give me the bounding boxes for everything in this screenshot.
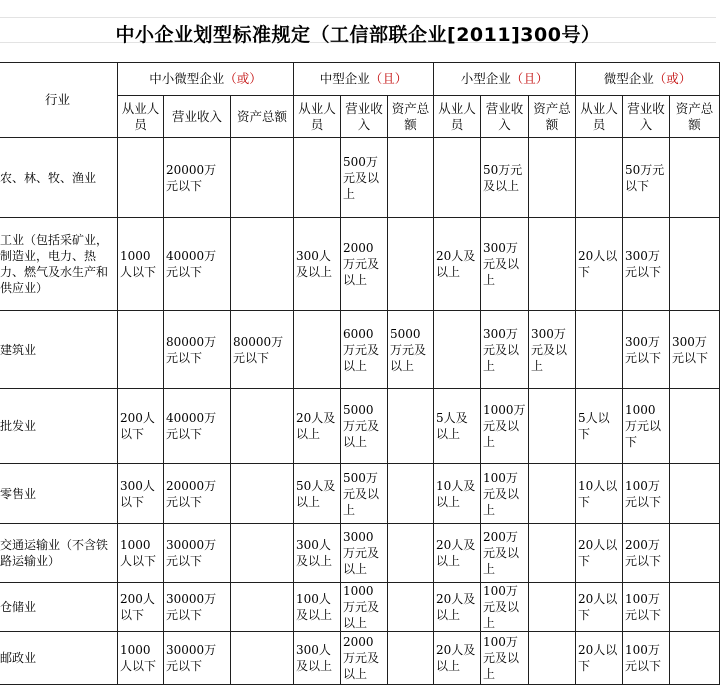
criteria-cell[interactable]: 80000万元以下 <box>231 311 294 389</box>
group-name: 微型企业 <box>603 71 654 86</box>
criteria-cell[interactable] <box>388 218 434 311</box>
criteria-cell[interactable] <box>670 632 720 685</box>
criteria-cell[interactable] <box>231 218 294 311</box>
industry-cell[interactable]: 批发业 <box>0 389 118 464</box>
criteria-cell[interactable]: 1000万元及以上 <box>341 583 388 632</box>
criteria-cell[interactable]: 20人及以上 <box>434 632 481 685</box>
criteria-cell[interactable]: 300万元及以上 <box>481 311 529 389</box>
criteria-cell[interactable] <box>294 311 341 389</box>
criteria-cell[interactable] <box>294 138 341 218</box>
metric-header-cell[interactable]: 营业收入 <box>341 96 388 138</box>
criteria-cell[interactable]: 30000万元以下 <box>164 524 231 583</box>
criteria-cell[interactable]: 200人以下 <box>118 389 164 464</box>
criteria-cell[interactable] <box>529 138 576 218</box>
criteria-cell[interactable]: 40000万元以下 <box>164 389 231 464</box>
group-header-micro[interactable] <box>576 63 720 96</box>
criteria-cell[interactable]: 1000万元及以上 <box>481 389 529 464</box>
group-logic: （或） <box>653 71 692 86</box>
industry-cell[interactable]: 零售业 <box>0 464 118 524</box>
criteria-cell[interactable]: 20人及以上 <box>434 583 481 632</box>
criteria-cell[interactable]: 100万元以下 <box>623 632 670 685</box>
criteria-cell[interactable]: 3000万元及以上 <box>341 524 388 583</box>
criteria-cell[interactable] <box>231 632 294 685</box>
criteria-cell[interactable]: 30000万元以下 <box>164 583 231 632</box>
table-row <box>0 138 720 218</box>
criteria-cell[interactable] <box>231 138 294 218</box>
criteria-cell[interactable]: 100万元以下 <box>623 464 670 524</box>
criteria-cell[interactable]: 5人以下 <box>576 389 623 464</box>
criteria-cell[interactable]: 1000人以下 <box>118 632 164 685</box>
criteria-cell[interactable]: 30000万元以下 <box>164 632 231 685</box>
classification-table <box>0 62 720 685</box>
criteria-cell[interactable] <box>388 632 434 685</box>
criteria-cell[interactable]: 80000万元以下 <box>164 311 231 389</box>
criteria-cell[interactable]: 5人及以上 <box>434 389 481 464</box>
criteria-cell[interactable]: 500万元及以上 <box>341 464 388 524</box>
criteria-cell[interactable] <box>670 138 720 218</box>
industry-cell[interactable]: 仓储业 <box>0 583 118 632</box>
criteria-cell[interactable] <box>388 138 434 218</box>
criteria-cell[interactable]: 5000万元及以上 <box>388 311 434 389</box>
criteria-cell[interactable]: 200人以下 <box>118 583 164 632</box>
table-row <box>0 632 720 685</box>
criteria-cell[interactable]: 1000人以下 <box>118 524 164 583</box>
criteria-cell[interactable] <box>670 524 720 583</box>
criteria-cell[interactable]: 100万元及以上 <box>481 632 529 685</box>
criteria-cell[interactable] <box>529 464 576 524</box>
criteria-cell[interactable] <box>231 389 294 464</box>
criteria-cell[interactable]: 300万元以下 <box>623 218 670 311</box>
criteria-cell[interactable]: 20人以下 <box>576 632 623 685</box>
criteria-cell[interactable] <box>576 311 623 389</box>
criteria-cell[interactable]: 300人以下 <box>118 464 164 524</box>
industry-cell[interactable]: 交通运输业（不含铁路运输业） <box>0 524 118 583</box>
group-logic: （且） <box>510 71 549 86</box>
criteria-cell[interactable] <box>118 311 164 389</box>
group-logic: （或） <box>224 71 262 86</box>
table-row <box>0 311 720 389</box>
criteria-cell[interactable] <box>231 464 294 524</box>
criteria-cell[interactable] <box>670 464 720 524</box>
criteria-cell[interactable]: 200万元以下 <box>623 524 670 583</box>
criteria-cell[interactable]: 200万元及以上 <box>481 524 529 583</box>
header-row-groups <box>0 63 720 96</box>
group-header-sme[interactable] <box>118 63 294 96</box>
criteria-cell[interactable] <box>434 311 481 389</box>
sheet-title[interactable]: 中小企业划型标准规定（工信部联企业[2011]300号） <box>115 24 601 46</box>
criteria-cell[interactable] <box>434 138 481 218</box>
industry-header-cell[interactable]: 行业 <box>0 63 118 138</box>
group-name: 中小微型企业 <box>149 71 225 86</box>
criteria-cell[interactable] <box>529 583 576 632</box>
criteria-cell[interactable] <box>388 583 434 632</box>
metric-header-cell[interactable]: 营业收入 <box>623 96 670 138</box>
metric-header-cell[interactable]: 从业人员 <box>118 96 164 138</box>
criteria-cell[interactable]: 500万元及以上 <box>341 138 388 218</box>
metric-header-cell[interactable]: 营业收入 <box>164 96 231 138</box>
table-row <box>0 524 720 583</box>
criteria-cell[interactable] <box>529 632 576 685</box>
criteria-cell[interactable] <box>576 138 623 218</box>
table-row <box>0 218 720 311</box>
group-header-small[interactable] <box>434 63 576 96</box>
criteria-cell[interactable]: 50人及以上 <box>294 464 341 524</box>
industry-cell[interactable]: 邮政业 <box>0 632 118 685</box>
criteria-cell[interactable]: 20人及以上 <box>434 524 481 583</box>
criteria-cell[interactable]: 20人以下 <box>576 583 623 632</box>
criteria-cell[interactable]: 40000万元以下 <box>164 218 231 311</box>
criteria-cell[interactable]: 100万元以下 <box>623 583 670 632</box>
criteria-cell[interactable] <box>529 218 576 311</box>
criteria-cell[interactable]: 300人及以上 <box>294 218 341 311</box>
criteria-cell[interactable] <box>529 524 576 583</box>
criteria-cell[interactable]: 50万元以下 <box>623 138 670 218</box>
criteria-cell[interactable]: 300人及以上 <box>294 632 341 685</box>
criteria-cell[interactable]: 100人及以上 <box>294 583 341 632</box>
criteria-cell[interactable]: 20人及以上 <box>294 389 341 464</box>
criteria-cell[interactable]: 300人及以上 <box>294 524 341 583</box>
criteria-cell[interactable]: 10人及以上 <box>434 464 481 524</box>
criteria-cell[interactable]: 10人以下 <box>576 464 623 524</box>
metric-header-cell[interactable]: 资产总额 <box>231 96 294 138</box>
criteria-cell[interactable]: 20000万元以下 <box>164 138 231 218</box>
industry-cell[interactable]: 工业（包括采矿业，制造业，电力、热力、燃气及水生产和供应业） <box>0 218 118 311</box>
criteria-cell[interactable] <box>529 389 576 464</box>
metric-header-cell[interactable]: 资产总额 <box>670 96 720 138</box>
criteria-cell[interactable] <box>388 464 434 524</box>
criteria-cell[interactable]: 2000万元及以上 <box>341 218 388 311</box>
metric-header-cell[interactable]: 从业人员 <box>434 96 481 138</box>
group-name: 小型企业 <box>460 71 511 86</box>
grid-line <box>0 17 716 18</box>
group-logic: （且） <box>369 71 408 86</box>
criteria-cell[interactable] <box>670 389 720 464</box>
criteria-cell[interactable]: 20人以下 <box>576 524 623 583</box>
criteria-cell[interactable] <box>388 524 434 583</box>
criteria-cell[interactable]: 20人以下 <box>576 218 623 311</box>
criteria-cell[interactable] <box>388 389 434 464</box>
criteria-cell[interactable]: 100万元及以上 <box>481 583 529 632</box>
criteria-cell[interactable] <box>231 583 294 632</box>
group-header-medium[interactable] <box>294 63 434 96</box>
criteria-cell[interactable]: 20人及以上 <box>434 218 481 311</box>
criteria-cell[interactable]: 5000万元及以上 <box>341 389 388 464</box>
industry-cell[interactable]: 建筑业 <box>0 311 118 389</box>
criteria-cell[interactable]: 1000人以下 <box>118 218 164 311</box>
metric-header-cell[interactable]: 从业人员 <box>576 96 623 138</box>
criteria-cell[interactable]: 20000万元以下 <box>164 464 231 524</box>
title-band <box>0 0 716 63</box>
metric-header-cell[interactable]: 营业收入 <box>481 96 529 138</box>
group-name: 中型企业 <box>319 71 370 86</box>
criteria-cell[interactable]: 100万元及以上 <box>481 464 529 524</box>
criteria-cell[interactable]: 300万元及以上 <box>481 218 529 311</box>
criteria-cell[interactable] <box>670 583 720 632</box>
criteria-cell[interactable]: 300万元以下 <box>623 311 670 389</box>
criteria-cell[interactable]: 300万元及以上 <box>529 311 576 389</box>
table-row <box>0 583 720 632</box>
criteria-cell[interactable]: 1000万元以下 <box>623 389 670 464</box>
metric-header-cell[interactable]: 资产总额 <box>388 96 434 138</box>
criteria-cell[interactable]: 50万元及以上 <box>481 138 529 218</box>
table-row <box>0 389 720 464</box>
criteria-cell[interactable]: 2000万元及以上 <box>341 632 388 685</box>
metric-header-cell[interactable]: 资产总额 <box>529 96 576 138</box>
table-row <box>0 464 720 524</box>
criteria-cell[interactable]: 300万元以下 <box>670 311 720 389</box>
metric-header-cell[interactable]: 从业人员 <box>294 96 341 138</box>
industry-cell[interactable]: 农、林、牧、渔业 <box>0 138 118 218</box>
criteria-cell[interactable] <box>118 138 164 218</box>
criteria-cell[interactable] <box>231 524 294 583</box>
criteria-cell[interactable] <box>670 218 720 311</box>
criteria-cell[interactable]: 6000万元及以上 <box>341 311 388 389</box>
